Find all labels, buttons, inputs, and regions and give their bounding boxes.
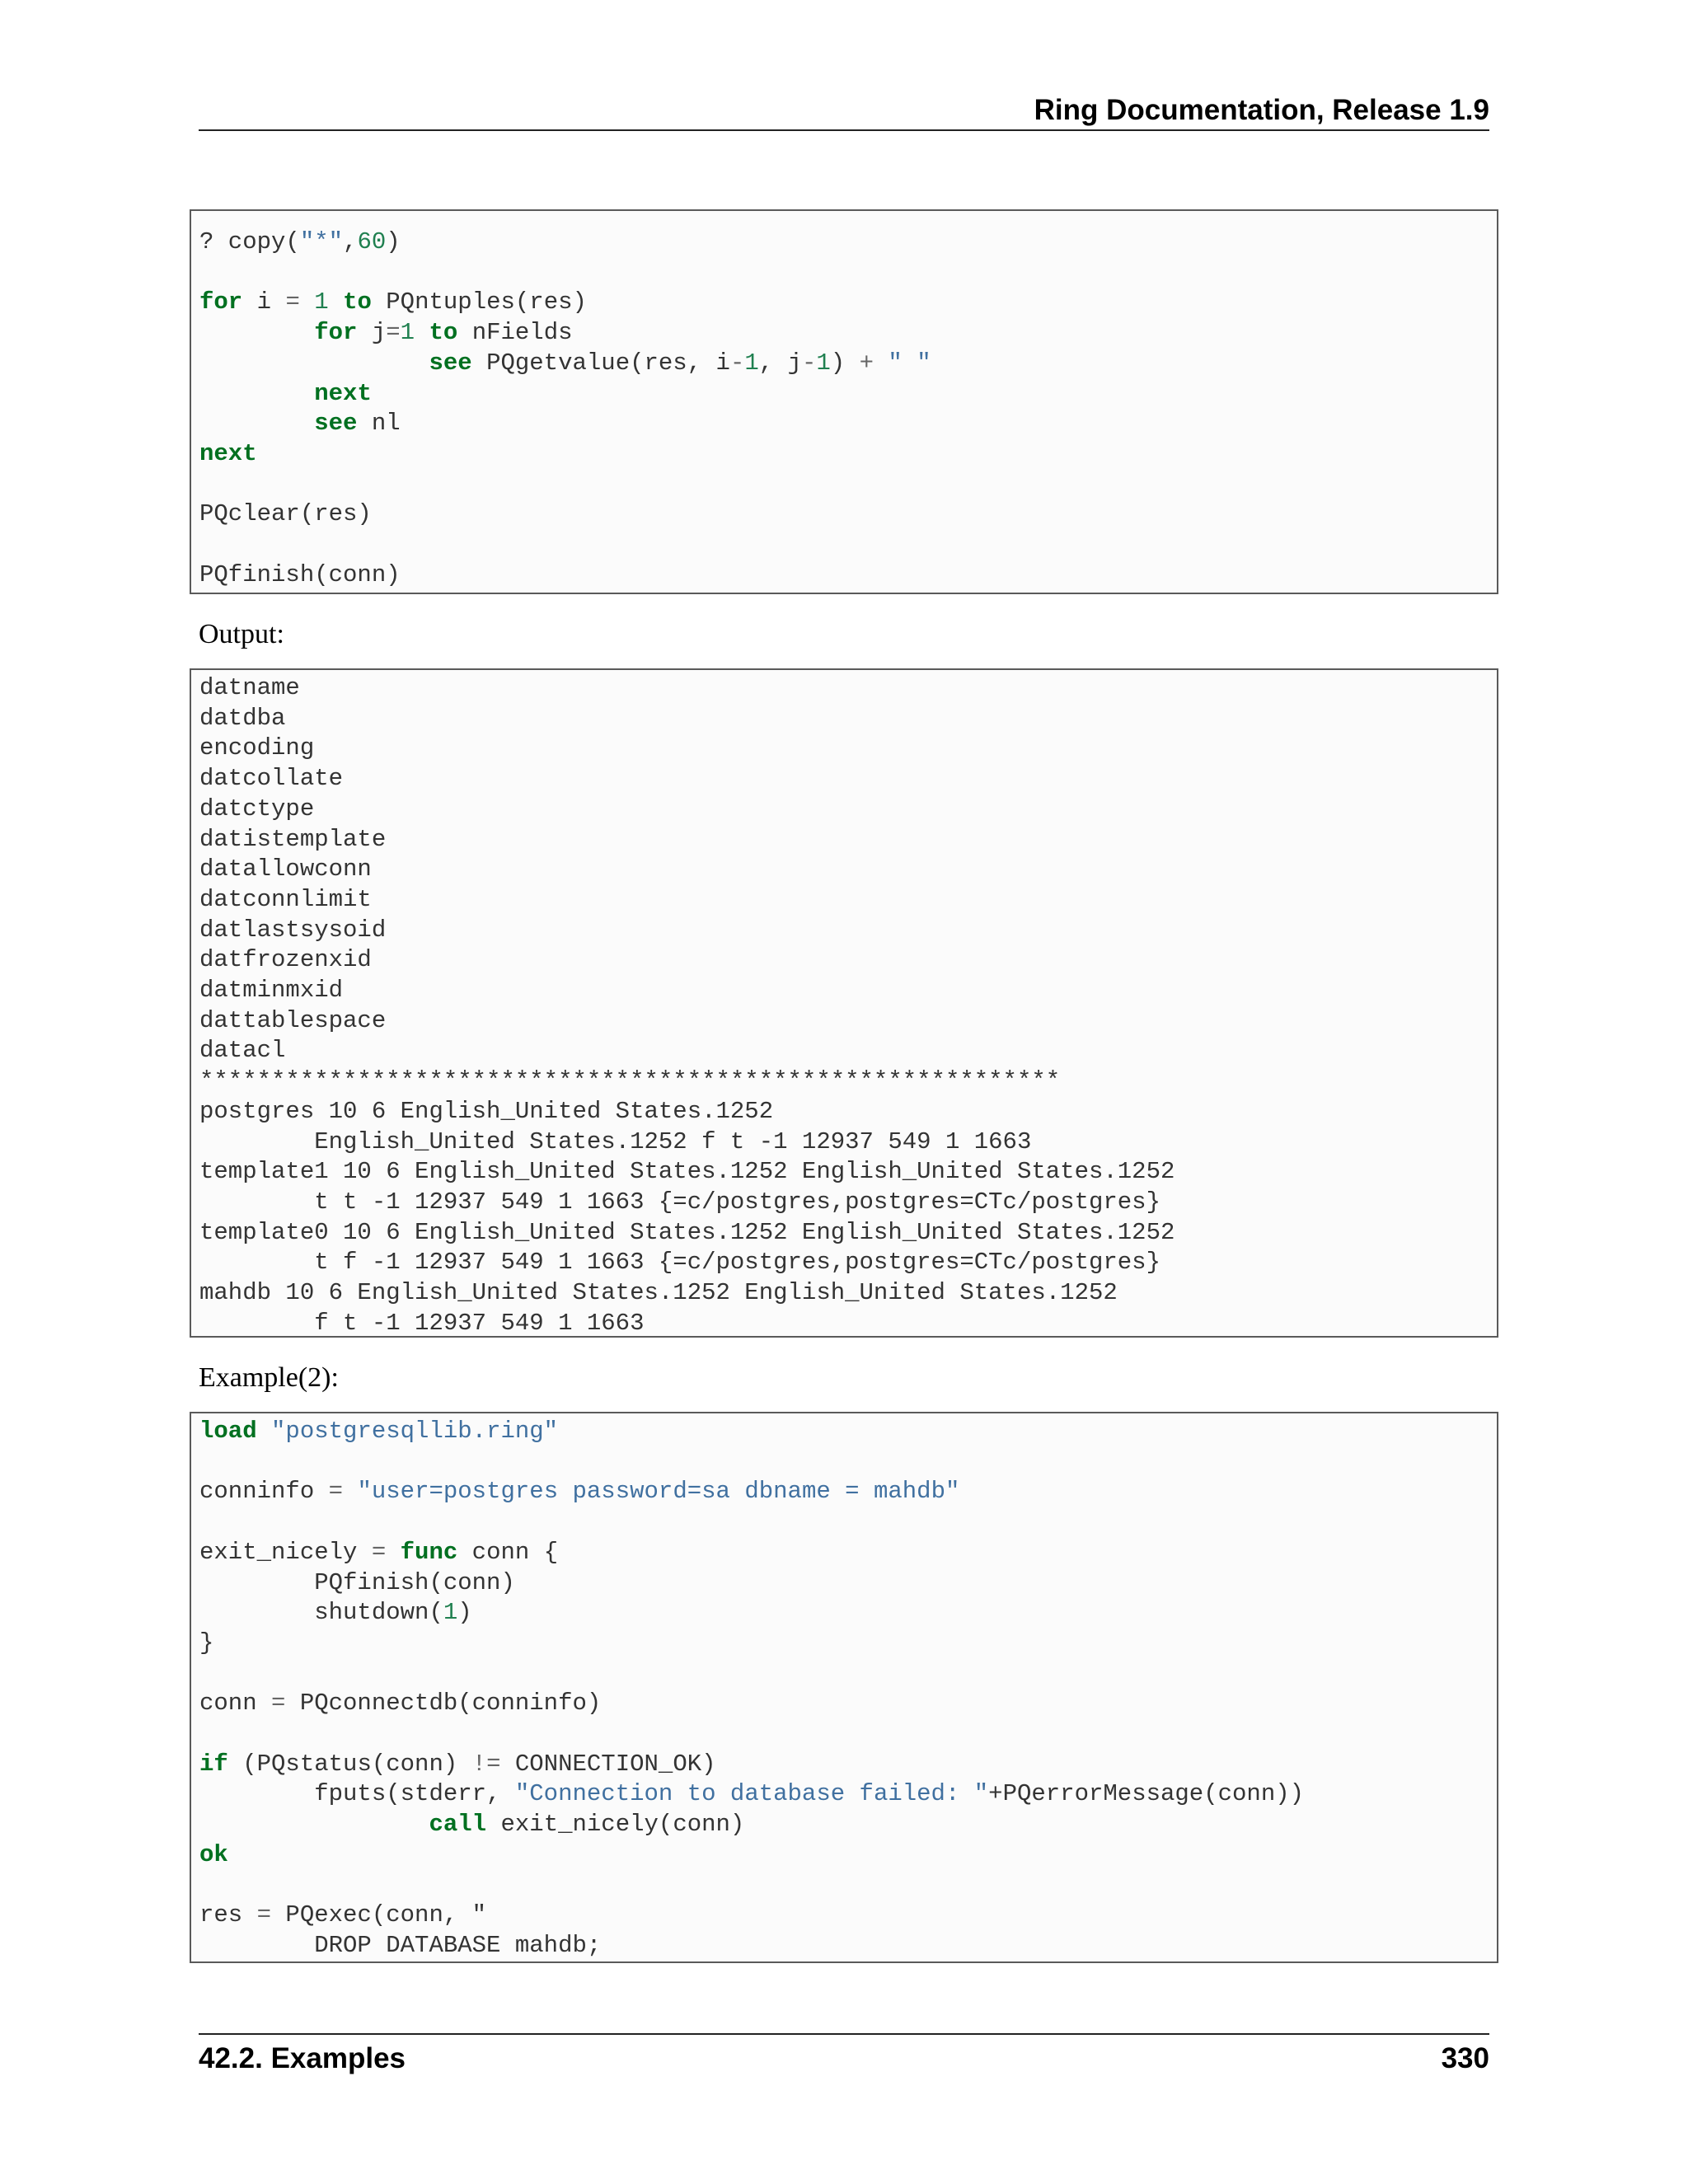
output-line: encoding [199, 734, 315, 762]
code-line [199, 440, 257, 467]
example2-label: Example(2): [199, 1362, 339, 1393]
code-token: PQntuples(res) [371, 288, 587, 316]
code-token: for [314, 319, 358, 347]
code-token: - [729, 349, 745, 377]
code-token [257, 1418, 271, 1445]
code-line [199, 500, 372, 527]
code-token: j [357, 319, 387, 347]
code-token: nl [357, 410, 401, 438]
code-line [199, 349, 931, 377]
code-token: see [429, 349, 472, 377]
code-token: "Connection to database failed: " [514, 1780, 989, 1808]
code-token [386, 1539, 400, 1566]
output-line: datcollate [199, 765, 344, 793]
code-token: ) [457, 1599, 472, 1627]
code-line [199, 1780, 1304, 1807]
code-token: +PQerrorMessage(conn)) [988, 1780, 1305, 1808]
code-token: = [386, 319, 401, 347]
code-token: ok [199, 1840, 228, 1868]
code-token: if [199, 1750, 228, 1778]
output-line: datminmxid [199, 977, 344, 1005]
code-line [199, 380, 372, 407]
code-token [199, 349, 429, 377]
code-token: load [199, 1418, 257, 1445]
code-token: 1 [816, 349, 831, 377]
footer-section: 42.2. Examples [199, 2042, 406, 2074]
code-line [199, 1569, 515, 1596]
code-token: next [199, 439, 257, 467]
code-token: next [314, 379, 372, 407]
code-line [199, 1811, 744, 1838]
code-token: ) [386, 228, 401, 255]
code-token: conninfo [199, 1478, 329, 1506]
code-line [199, 228, 401, 255]
output-line: postgres 10 6 English_United States.1252 [199, 1097, 774, 1125]
code-block-2 [190, 1412, 1498, 1963]
code-token [199, 410, 314, 437]
output-line: datfrozenxid [199, 946, 372, 974]
code-token: for [199, 288, 243, 316]
code-token: = [271, 1690, 286, 1718]
code-line [199, 1750, 716, 1778]
output-line: mahdb 10 6 English_United States.1252 English_United States.1252 [199, 1279, 1118, 1307]
code-block-2-content [191, 1413, 1497, 1961]
code-token: ? copy( [199, 228, 300, 255]
code-token: = [328, 1478, 344, 1506]
code-line [199, 1539, 558, 1566]
output-line: datctype [199, 794, 315, 823]
code-token: fputs(stderr, [199, 1780, 515, 1808]
code-token: conn [199, 1690, 272, 1718]
output-line: English_United States.1252 f t -1 12937 549 1 1663 [199, 1127, 1032, 1155]
code-token: conn { [457, 1538, 559, 1566]
output-block [190, 668, 1498, 1338]
output-label: Output: [199, 619, 284, 649]
code-token: ) [830, 349, 860, 377]
code-token: DROP DATABASE mahdb; [199, 1931, 602, 1959]
code-token: != [471, 1750, 501, 1778]
header-rule [199, 129, 1489, 131]
output-line: datname [199, 674, 300, 701]
code-token: = [285, 288, 300, 316]
code-line [199, 410, 401, 437]
code-token: shutdown( [199, 1599, 443, 1627]
code-token: func [400, 1538, 458, 1566]
code-token [199, 1811, 429, 1838]
code-token: exit_nicely [199, 1538, 372, 1566]
code-token [199, 319, 314, 346]
output-line: t f -1 12937 549 1 1663 {=c/postgres,postgres=CTc/postgres} [199, 1249, 1160, 1277]
code-token: , j [758, 349, 802, 377]
code-token: 1 [314, 288, 329, 316]
code-token [300, 288, 314, 316]
code-line [199, 1932, 601, 1959]
code-token: "postgresqllib.ring" [271, 1418, 559, 1445]
code-token: (PQstatus(conn) [227, 1750, 472, 1778]
code-line [199, 319, 573, 346]
code-token [343, 1478, 357, 1505]
output-line: datallowconn [199, 855, 372, 883]
code-token: PQclear(res) [199, 500, 372, 528]
code-token: PQexec(conn, " [271, 1901, 487, 1929]
output-line: datlastsysoid [199, 916, 387, 944]
code-token: = [371, 1538, 387, 1566]
page-number: 330 [1441, 2042, 1489, 2074]
output-line: t t -1 12937 549 1 1663 {=c/postgres,postgres=CTc/postgres} [199, 1188, 1160, 1216]
output-line: datconnlimit [199, 885, 372, 913]
output-line: datistemplate [199, 825, 387, 853]
code-token: " " [888, 349, 931, 377]
code-token: call [429, 1811, 487, 1839]
output-line: template1 10 6 English_United States.1252 English_United States.1252 [199, 1158, 1175, 1186]
output-line: dattablespace [199, 1006, 387, 1034]
running-header: Ring Documentation, Release 1.9 [1034, 94, 1489, 126]
output-block-content [191, 670, 1497, 1338]
code-line [199, 1478, 959, 1505]
code-token: nFields [457, 319, 573, 347]
code-token: PQgetvalue(res, i [471, 349, 730, 377]
code-token: to [429, 319, 458, 347]
code-token: see [314, 410, 358, 438]
code-line [199, 1629, 213, 1657]
code-line [199, 288, 587, 316]
code-token: = [256, 1901, 272, 1929]
output-line: datdba [199, 704, 286, 732]
code-line [199, 1690, 601, 1717]
code-line [199, 561, 401, 588]
code-token: 1 [443, 1599, 458, 1627]
code-token: exit_nicely(conn) [486, 1811, 745, 1839]
code-token: res [199, 1901, 257, 1929]
code-line [199, 1418, 558, 1445]
code-token: PQconnectdb(conninfo) [285, 1690, 602, 1718]
code-token: "user=postgres password=sa dbname = mahdb" [357, 1478, 960, 1506]
code-token: } [199, 1629, 214, 1657]
code-token: PQfinish(conn) [199, 560, 401, 588]
code-token: + [859, 349, 874, 377]
code-line [199, 1599, 472, 1626]
code-block-1-content [191, 211, 1497, 590]
code-token: 1 [744, 349, 759, 377]
code-block-1 [190, 209, 1498, 594]
code-token: to [343, 288, 372, 316]
code-token: 60 [357, 228, 387, 255]
code-token: i [242, 288, 286, 316]
code-token: - [801, 349, 817, 377]
code-token [199, 380, 314, 407]
output-line: f t -1 12937 549 1 1663 [199, 1309, 645, 1337]
output-line: template0 10 6 English_United States.1252 English_United States.1252 [199, 1218, 1175, 1246]
code-token: , [343, 228, 358, 255]
code-token [329, 288, 343, 316]
output-line: ************************************************************ [199, 1067, 1061, 1095]
output-line: datacl [199, 1037, 286, 1065]
code-token: "*" [299, 228, 344, 255]
code-token [874, 349, 888, 377]
code-token: PQfinish(conn) [199, 1568, 515, 1596]
code-line [199, 1841, 228, 1868]
code-token: 1 [400, 319, 415, 347]
code-line [199, 1901, 486, 1929]
code-token [415, 319, 429, 346]
code-token: CONNECTION_OK) [500, 1750, 716, 1778]
footer-rule [199, 2033, 1489, 2035]
